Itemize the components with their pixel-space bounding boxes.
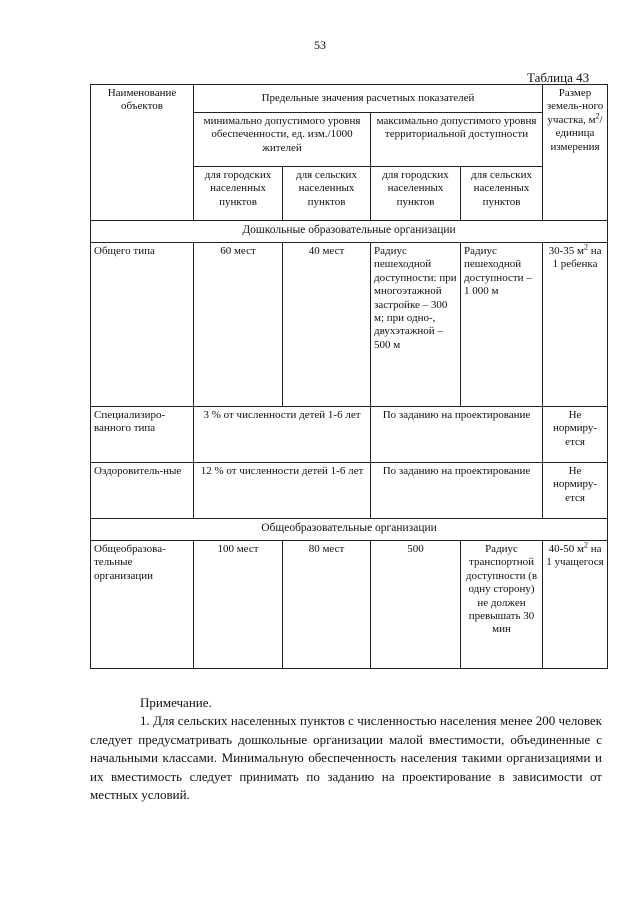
row-specialized-area: Не нормиру-ется	[543, 407, 608, 463]
row-health-area: Не нормиру-ется	[543, 463, 608, 519]
row-health-max: По заданию на проектирование	[371, 463, 543, 519]
row-school-max-urban: 500	[371, 541, 461, 669]
row-specialized-name: Специализиро-ванного типа	[91, 407, 194, 463]
row-school-name: Общеобразова-тельные организации	[91, 541, 194, 669]
row-general-type-min-urban: 60 мест	[194, 243, 283, 407]
row-school-area: 40-50 $м^2$ на 1 учащегося	[543, 541, 608, 669]
row-school	[91, 541, 608, 669]
row-general-type-name: Общего типа	[91, 243, 194, 407]
section-row-general	[91, 519, 608, 541]
section-general: Общеобразовательные организации	[91, 519, 608, 541]
row-general-type-max-rural: Радиус пешеходной доступности – 1 000 м	[461, 243, 543, 407]
header-max-rural: для сельских населенных пунктов	[461, 167, 543, 221]
row-specialized	[91, 407, 608, 463]
standards-table	[90, 84, 608, 669]
row-specialized-max: По заданию на проектирование	[371, 407, 543, 463]
header-min-urban: для городских населенных пунктов	[194, 167, 283, 221]
row-specialized-min: 3 % от численности детей 1-6 лет	[194, 407, 371, 463]
row-health-name: Оздоровитель-ные	[91, 463, 194, 519]
row-general-type-min-rural: 40 мест	[283, 243, 371, 407]
row-school-max-rural: Радиус транспортной доступности (в одну сторону) не должен превышать 30 мин	[461, 541, 543, 669]
row-general-type	[91, 243, 608, 407]
header-name: Наименование объектов	[91, 85, 194, 221]
row-health	[91, 463, 608, 519]
table-label: Таблица 43	[527, 70, 590, 85]
note-title: Примечание.	[140, 695, 212, 710]
section-preschool: Дошкольные образовательные организации	[91, 221, 608, 243]
row-school-min-rural: 80 мест	[283, 541, 371, 669]
header-max-urban: для городских населенных пунктов	[371, 167, 461, 221]
note-block	[90, 694, 602, 805]
header-min: минимально допустимого уровня обеспеченности, ед. изм./1000 жителей	[194, 113, 371, 167]
row-general-type-area: 30-35 $м^2$ на 1 ребенка	[543, 243, 608, 407]
section-row-preschool	[91, 221, 608, 243]
row-general-type-max-urban: Радиус пешеходной доступности: при многоэтажной застройке – 300 м; при одно-, двухэтажной – 500 м	[371, 243, 461, 407]
page-number: 53	[314, 38, 326, 52]
header-group-title: Предельные значения расчетных показателей	[194, 85, 543, 113]
header-area: Размер земель-ного участка, $м^2/$ единица измерения	[543, 85, 608, 221]
header-min-rural: для сельских населенных пунктов	[283, 167, 371, 221]
header-row-1	[91, 85, 608, 113]
row-school-min-urban: 100 мест	[194, 541, 283, 669]
note-text: 1. Для сельских населенных пунктов с численностью населения менее 200 человек следует предусматривать дошкольные организации малой вместимости, объединенные с начальными классами. Минимальную обеспеченность населения такими организациями и их вместимость следует принимать по заданию на проектирование в зависимости от местных условий.	[90, 713, 602, 803]
header-max: максимально допустимого уровня территориальной доступности	[371, 113, 543, 167]
row-health-min: 12 % от численности детей 1-6 лет	[194, 463, 371, 519]
